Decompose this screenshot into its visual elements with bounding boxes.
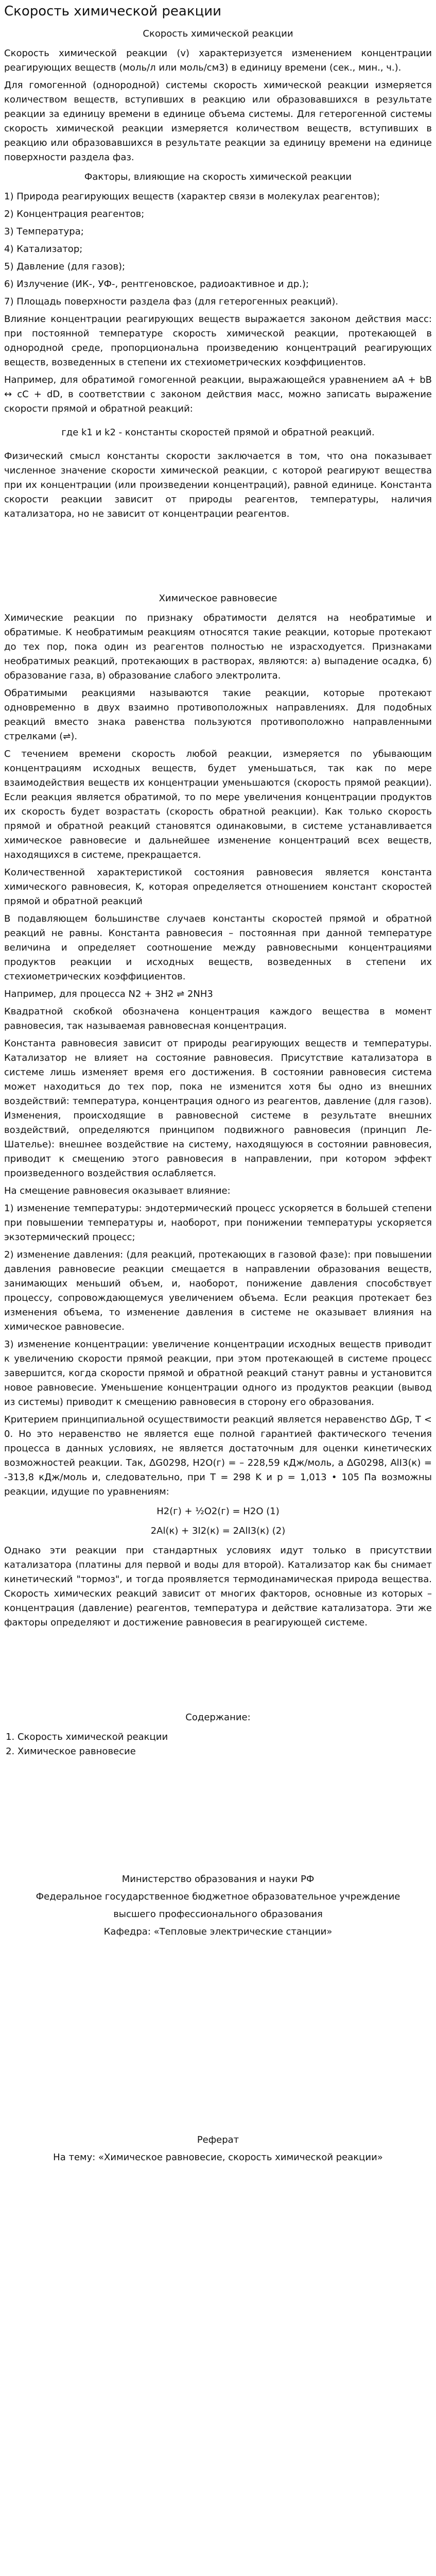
blank-space bbox=[4, 1942, 432, 2133]
list-item: 6) Излучение (ИК-, УФ-, рентгеновское, радиоактивное и др.); bbox=[4, 279, 309, 290]
example-line: Например, для процесса N2 + 3H2 ⇌ 2NH3 bbox=[4, 989, 213, 999]
equation: H2(г) + ½O2(г) = H2O (1) bbox=[156, 1506, 280, 1517]
contents-item: 1. Скорость химической реакции bbox=[18, 1730, 432, 1744]
list-item: 4) Катализатор; bbox=[4, 244, 83, 255]
equation: 2Al(к) + 3I2(к) = 2AlI3(к) (2) bbox=[150, 1526, 286, 1536]
document-title: Скорость химической реакции bbox=[4, 4, 222, 19]
paragraph: Влияние концентрации реагирующих веществ выражается законом действия масс: при постоянной температуре скорость химической реакции, протекающей в однородной среде, пропорциональна произведению концентраций реагирующих веществ, возведенных в степени их стехиометрических коэффициентов. bbox=[4, 314, 432, 368]
document-page bbox=[0, 2, 436, 2576]
section-heading: Химическое равновесие bbox=[159, 593, 277, 604]
list-item: 3) Температура; bbox=[4, 226, 84, 237]
paragraph: Физический смысл константы скорости заключается в том, что она показывает численное значение скорости химической реакции, с которой реагируют вещества при их концентрации (или произведении концентраций), равной единице. Константа скорости реакции зависит от природы реагентов, температуры, наличия катализатора, но не зависит от концентрации реагентов. bbox=[4, 451, 432, 519]
contents-block bbox=[4, 1710, 432, 1759]
paragraph: Обратимыми реакциями называются такие реакции, которые протекают одновременно в двух взаимно противоположных направлениях. Для подобных реакций вместо знака равенства пользуются противоположно направленными стрелками (⇌). bbox=[4, 688, 432, 742]
blank-space bbox=[4, 1633, 432, 1705]
blank-space bbox=[4, 1759, 432, 1872]
list-item: 5) Давление (для газов); bbox=[4, 261, 126, 272]
list-item: 1) изменение температуры: эндотермический процесс ускоряется в большей степени при повышении температуры и, наоборот, при понижении температуры ускоряется экзотермический процесс; bbox=[4, 1203, 432, 1243]
paragraph: Например, для обратимой гомогенной реакции, выражающейся уравнением aA + bB ↔ cC + dD, в соответствии с законом действия масс, можно записать выражение скорости прямой и обратной реакций: bbox=[4, 375, 432, 414]
factors-list bbox=[4, 190, 432, 309]
list-item: 3) изменение концентрации: увеличение концентрации исходных веществ приводит к увеличению скорости прямой реакции, при этом протекающей в системе процесс завершится, когда скорости прямой и обратной реакций станут равны и установится новое равновесие. Уменьшение концентрации одного из продуктов реакции (вывод из системы) приводит к смещению равновесия в сторону его образования. bbox=[4, 1339, 432, 1408]
list-item: 1) Природа реагирующих веществ (характер связи в молекулах реагентов); bbox=[4, 191, 380, 202]
department-line: Кафедра: «Тепловые электрические станции» bbox=[103, 1926, 333, 1937]
paragraph: Для гомогенной (однородной) системы скорость химической реакции измеряется количеством веществ, вступивших в реакцию или образовавшихся в результате реакции за единицу времени в единице объема системы. Для гетерогенной системы скорость химической реакции измеряется количеством веществ, вступивших в реакцию или образовавшихся в результате реакции за единицу времени на единице поверхности раздела фаз. bbox=[4, 80, 432, 163]
constants-line: где k1 и k2 - константы скоростей прямой и обратной реакций. bbox=[61, 427, 375, 438]
contents-heading: Содержание: bbox=[185, 1712, 251, 1723]
report-topic: На тему: «Химическое равновесие, скорость химической реакции» bbox=[53, 2152, 383, 2163]
contents-item: 2. Химическое равновесие bbox=[18, 1744, 432, 1759]
paragraph: Однако эти реакции при стандартных условиях идут только в присутствии катализатора (платины для первой и воды для второй). Катализатор как бы снимает кинетический "тормоз", и тогда проявляется термодинамическая природа вещества. Скорость химических реакций зависит от многих факторов, основные из которых – концентрация (давление) реагентов, температура и действие катализатора. Эти же факторы определяют и достижение равновесия в реагирующей системе. bbox=[4, 1545, 432, 1628]
section-reaction-rate bbox=[4, 27, 432, 521]
shift-heading: На смещение равновесия оказывает влияние: bbox=[4, 1185, 231, 1196]
paragraph: Химические реакции по признаку обратимости делятся на необратимые и обратимые. К необратимым реакциям относятся такие реакции, которые протекают до тех пор, пока один из реагентов полностью не израсходуется. Признаками необратимых реакций, протекающих в растворах, являются: а) выпадение осадка, б) образование газа, в) образование слабого электролита. bbox=[4, 613, 432, 681]
paragraph: Квадратной скобкой обозначена концентрация каждого вещества в момент равновесия, так называемая равновесная концентрация. bbox=[4, 1006, 432, 1031]
list-item: 2) изменение давления: (для реакций, протекающих в газовой фазе): при повышении давления равновесие реакции смещается в направлении образования веществ, занимающих меньший объем, и, наоборот, понижение давления способствует процессу, сопровождающемуся увеличением объема. Если реакция протекает без изменения объема, то изменение давления в системе не оказывает влияния на химическое равновесие. bbox=[4, 1249, 432, 1332]
paragraph: Скорость химической реакции (v) характеризуется изменением концентрации реагирующих веществ (моль/л или моль/см3) в единицу времени (сек., мин., ч.). bbox=[4, 48, 432, 73]
paragraph: Критерием принципиальной осуществимости реакций является неравенство ΔGp, T < 0. Но это неравенство не является еще полной гарантией фактического течения процесса в данных условиях, не является достаточным для оценки кинетических возможностей реакции. Так, ΔG0298, H2O(г) = – 228,59 кДж/моль, а ΔG0298, AlI3(к) = -313,8 кДж/моль и, следовательно, при T = 298 K и p = 1,013 • 105 Па возможны реакции, идущие по уравнениям: bbox=[4, 1414, 432, 1497]
contents-list bbox=[18, 1730, 432, 1759]
list-item: 7) Площадь поверхности раздела фаз (для гетерогенных реакций). bbox=[4, 296, 339, 307]
ministry-line: Министерство образования и науки РФ bbox=[121, 1874, 315, 1885]
paragraph: С течением времени скорость любой реакции, измеряется по убывающим концентрациям исходных веществ, будет уменьшаться, так как по мере взаимодействия веществ их концентрации уменьшаются (скорость прямой реакции). Если реакция является обратимой, то по мере увеличения концентрации продуктов их скорость будет возрастать (скорость обратной реакции). Как только скорость прямой и обратной реакций становятся одинаковыми, в системе устанавливается химическое равновесие и дальнейшее изменение концентраций всех веществ, находящихся в системе, прекращается. bbox=[4, 749, 432, 860]
paragraph: Количественной характеристикой состояния равновесия является константа химического равновесия, K, которая определяется отношением констант скоростей прямой и обратной реакций bbox=[4, 867, 432, 907]
list-item: 2) Концентрация реагентов; bbox=[4, 209, 145, 219]
paragraph: В подавляющем большинстве случаев константы скоростей прямой и обратной реакций не равны. Константа равновесия – постоянная при данной температуре величина и определяет соотношение между равновесными концентрациями продуктов реакции и исходных веществ, возведенных в степени их стехиометрических коэффициентов. bbox=[4, 913, 432, 982]
factors-heading: Факторы, влияющие на скорость химической реакции bbox=[84, 172, 352, 182]
blank-space bbox=[4, 524, 432, 586]
report-label: Реферат bbox=[197, 2134, 239, 2145]
title-page bbox=[4, 1872, 432, 2165]
education-line: высшего профессионального образования bbox=[113, 1909, 323, 1920]
institution-line: Федеральное государственное бюджетное образовательное учреждение bbox=[36, 1891, 400, 1902]
paragraph: Константа равновесия зависит от природы реагирующих веществ и температуры. Катализатор не влияет на состояние равновесия. Присутствие катализатора в системе лишь изменяет время его достижения. В состоянии равновесия система может находиться до тех пор, пока не изменится хотя бы одно из внешних воздействий: температура, концентрация одного из реагентов, давление (для газов). Изменения, происходящие в равновесной системе в результате внешних воздействий, определяются принципом подвижного равновесия (принцип Ле-Шателье): внешнее воздействие на систему, находящуюся в состоянии равновесия, приводит к смещению этого равновесия в направлении, при котором эффект произведенного воздействия ослабляется. bbox=[4, 1038, 432, 1179]
section-chemical-equilibrium bbox=[4, 591, 432, 1630]
section-heading: Скорость химической реакции bbox=[143, 28, 293, 39]
